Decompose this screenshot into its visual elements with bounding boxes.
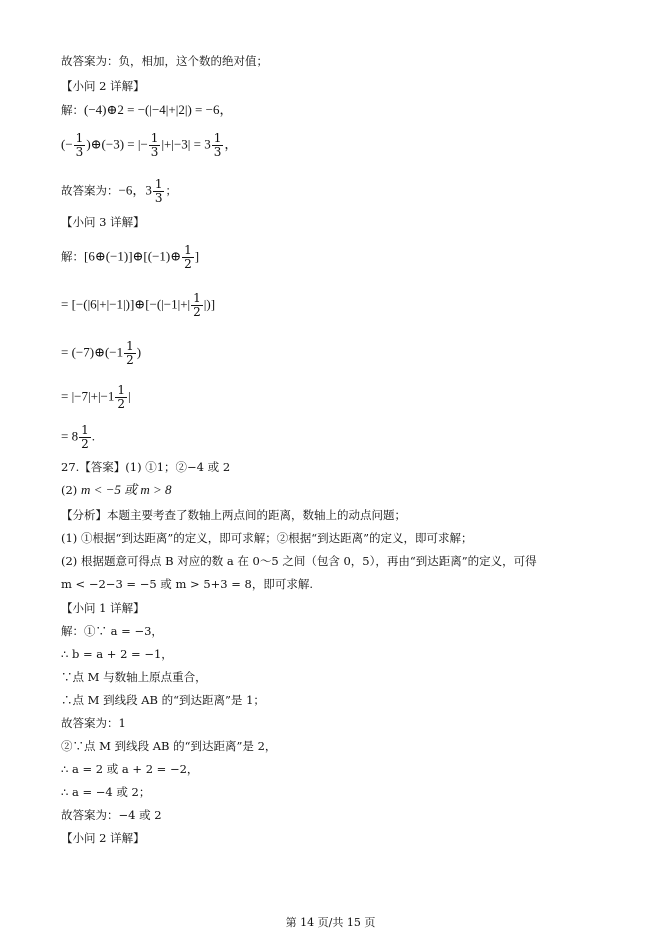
fraction: $\frac{1}{3}$ <box>75 131 84 159</box>
subheading-q27-2: 【小问 2 详解】 <box>61 831 145 845</box>
math-expr: 3 <box>145 182 152 198</box>
math-expr: m < −5 或 m > 8 <box>80 482 172 497</box>
line-q27-1-7: ∴ a = 2 或 a + 2 = −2， <box>61 762 199 776</box>
subheading-q3: 【小问 3 详解】 <box>61 215 145 229</box>
fraction: $\frac{1}{2}$ <box>126 339 134 367</box>
solution-label: 解： <box>61 249 84 264</box>
line-solution-q2-2 <box>61 132 237 159</box>
line-q27-1-9: 故答案为：−4 或 2 <box>61 808 162 822</box>
math-expr: [6⊕(−1)]⊕[(−1)⊕ <box>84 248 182 264</box>
math-expr: = 8 <box>61 428 79 444</box>
math-expr: = (−7)⊕(−1 <box>61 344 124 360</box>
answer-label: 故答案为： <box>61 183 119 198</box>
math-expr: ； <box>165 183 177 198</box>
line-analysis-3: m < −2−3 = −5 或 m > 5+3 = 8，即可求解. <box>61 577 314 591</box>
line-q27-1-4: ∴点 M 到线段 AB 的“到达距离”是 1； <box>61 693 265 707</box>
line-q27-1-2: ∴ b = a + 2 = −1， <box>61 647 173 661</box>
math-expr: | <box>128 388 131 404</box>
math-expr: −6， <box>118 182 146 198</box>
line-q27-1-3: ∵点 M 与数轴上原点重合， <box>61 670 207 684</box>
solution-label: 解： <box>61 103 84 117</box>
math-expr: ] <box>194 248 200 264</box>
subheading-q27-1: 【小问 1 详解】 <box>61 601 145 615</box>
item-number: (2) <box>61 483 81 497</box>
fraction: $\frac{1}{2}$ <box>81 423 89 451</box>
line-solution-q3-2 <box>61 292 215 319</box>
subheading-q2: 【小问 2 详解】 <box>61 79 145 93</box>
math-expr: ， <box>224 136 238 152</box>
line-solution-q3-3 <box>61 340 141 367</box>
line-q27-answer: 27.【答案】(1) ①1；②−4 或 2 <box>61 460 231 474</box>
math-expr: ) <box>136 344 142 360</box>
math-expr: = [−(|6|+|−1|)]⊕[−(|−1|+| <box>61 296 191 312</box>
fraction: $\frac{1}{3}$ <box>213 131 222 159</box>
math-expr: . <box>91 428 95 444</box>
fraction: $\frac{1}{2}$ <box>117 383 126 411</box>
math-expr: (− <box>61 136 73 152</box>
math-expr: = |−7|+|−1 <box>61 388 115 404</box>
line-q27-1-8: ∴ a = −4 或 2； <box>61 785 151 799</box>
line-q27-answer-2 <box>61 482 172 498</box>
line-answer-q2 <box>61 178 177 205</box>
fraction: $\frac{1}{2}$ <box>184 243 192 271</box>
fraction: $\frac{1}{3}$ <box>150 131 159 159</box>
fraction: $\frac{1}{3}$ <box>154 177 163 205</box>
math-expr: (−4)⊕2 = −(|−4|+|2|) = −6， <box>84 102 233 117</box>
math-expr: |+|−3| = 3 <box>161 136 211 152</box>
line-solution-q2-1 <box>61 102 232 118</box>
math-expr: |)] <box>203 296 216 312</box>
line-answer-1: 故答案为：负，相加，这个数的绝对值； <box>61 54 268 68</box>
line-analysis-1: (1) ①根据“到达距离”的定义，即可求解；②根据“到达距离”的定义，即可求解； <box>61 531 473 545</box>
line-analysis-2: (2) 根据题意可得点 B 对应的数 a 在 0～5 之间（包含 0，5），再由“到达距离”的定义，可得 <box>61 554 537 568</box>
page-footer: 第 14 页/共 15 页 <box>285 916 376 929</box>
line-q27-1-6: ②∵点 M 到线段 AB 的“到达距离”是 2， <box>61 739 277 753</box>
math-expr: )⊕(−3) = |− <box>86 136 148 152</box>
line-q27-1-5: 故答案为：1 <box>61 716 126 730</box>
line-solution-q3-5 <box>61 424 95 451</box>
fraction: $\frac{1}{2}$ <box>193 291 201 319</box>
line-solution-q3-4 <box>61 384 131 411</box>
line-solution-q3-1 <box>61 244 199 271</box>
line-analysis: 【分析】本题主要考查了数轴上两点间的距离，数轴上的动点问题； <box>61 508 406 522</box>
line-q27-1-1: 解：①∵ a = −3， <box>61 624 163 638</box>
